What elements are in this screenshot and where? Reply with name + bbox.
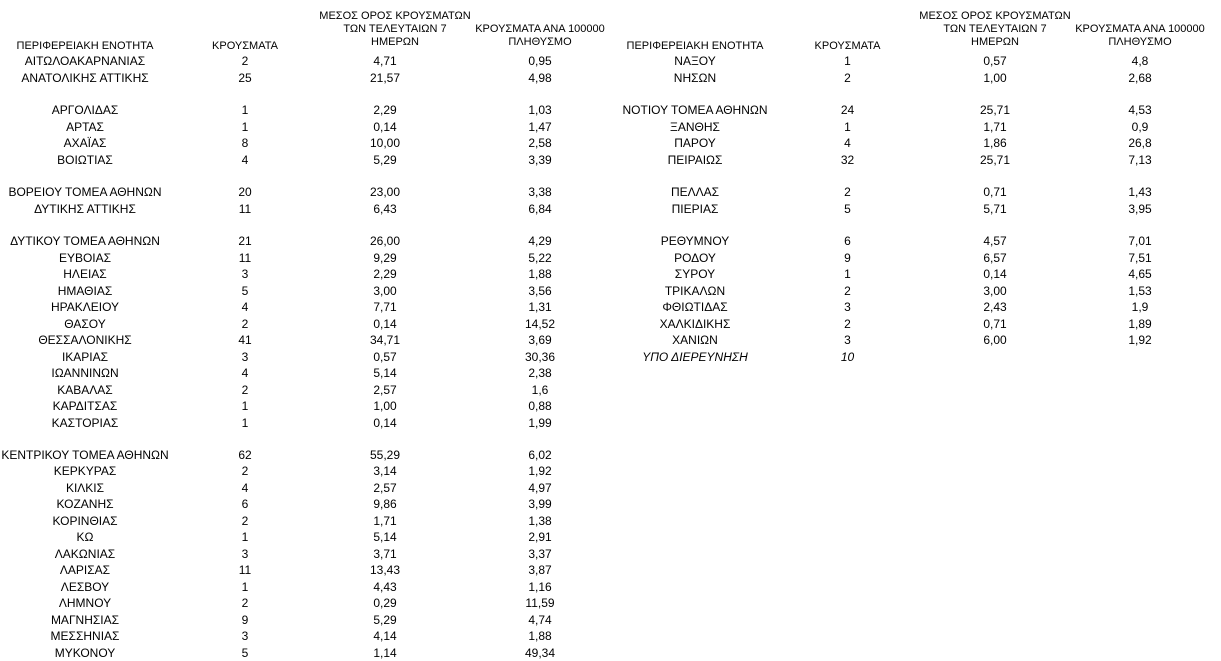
right-cell-avg: 3,00 xyxy=(983,284,1007,298)
right-cell-name: ΝΗΣΩΝ xyxy=(673,71,717,85)
right-cell-avg: 0,71 xyxy=(983,317,1007,331)
right-cell-per100k: 1,43 xyxy=(1128,185,1152,199)
left-cell-name: ΚΑΒΑΛΑΣ xyxy=(57,383,113,397)
right-cell-name: ΡΟΔΟΥ xyxy=(674,251,716,265)
left-cell-per100k: 1,6 xyxy=(531,383,549,397)
right-cell-cases: 4 xyxy=(844,136,851,150)
right-cell-avg: 25,71 xyxy=(979,153,1011,167)
right-header-avg xyxy=(910,10,1080,49)
left-cell-cases: 4 xyxy=(241,300,249,314)
right-cell-avg: 6,57 xyxy=(983,251,1007,265)
right-header-per100k-line2: ΠΛΗΘΥΣΜΟ xyxy=(1108,36,1172,48)
right-cell-name: ΠΑΡΟΥ xyxy=(674,136,716,150)
left-cell-cases: 3 xyxy=(241,350,249,364)
right-cell-per100k: 4,53 xyxy=(1128,103,1152,117)
left-cell-cases: 3 xyxy=(241,267,249,281)
left-header-avg-line3: ΗΜΕΡΩΝ xyxy=(371,36,419,48)
right-cell-avg: 1,00 xyxy=(983,71,1007,85)
right-header-per100k-line1: ΚΡΟΥΣΜΑΤΑ ΑΝΑ 100000 xyxy=(1075,23,1205,35)
right-cell-avg: 25,71 xyxy=(979,103,1011,117)
left-cell-cases: 2 xyxy=(241,514,249,528)
left-cell-cases: 11 xyxy=(238,563,252,577)
right-cell-per100k: 26,8 xyxy=(1128,136,1152,150)
right-cell-name: ΝΑΞΟΥ xyxy=(674,54,716,68)
left-cell-cases: 2 xyxy=(241,383,249,397)
left-cell-avg: 0,14 xyxy=(373,416,397,430)
left-header-avg xyxy=(310,10,480,49)
right-cell-cases: 3 xyxy=(844,300,851,314)
right-header-avg-line2: ΤΩΝ ΤΕΛΕΥΤΑΙΩΝ 7 xyxy=(943,23,1047,35)
left-cell-per100k: 1,92 xyxy=(528,464,552,478)
left-cell-name: ΔΥΤΙΚΗΣ ΑΤΤΙΚΗΣ xyxy=(34,202,136,216)
left-cell-per100k: 4,97 xyxy=(528,481,552,495)
left-cell-avg: 3,00 xyxy=(373,284,397,298)
right-cell-name: ΝΟΤΙΟΥ ΤΟΜΕΑ ΑΘΗΝΩΝ xyxy=(622,103,768,117)
right-cell-avg: 1,71 xyxy=(983,120,1007,134)
left-cell-avg: 0,57 xyxy=(373,350,397,364)
right-cell-cases: 6 xyxy=(844,234,851,248)
left-cell-avg: 5,29 xyxy=(373,613,397,627)
left-header-cases: ΚΡΟΥΣΜΑΤΑ xyxy=(212,40,278,52)
left-cell-name: ΜΕΣΣΗΝΙΑΣ xyxy=(50,629,120,643)
left-cell-cases: 2 xyxy=(241,464,249,478)
left-cell-cases: 3 xyxy=(241,629,249,643)
left-cell-name: ΑΡΓΟΛΙΔΑΣ xyxy=(51,103,119,117)
left-cell-avg: 6,43 xyxy=(373,202,397,216)
left-cell-cases: 2 xyxy=(241,596,249,610)
left-cell-name: ΕΥΒΟΙΑΣ xyxy=(58,251,112,265)
left-cell-avg: 4,71 xyxy=(373,54,397,68)
left-cell-cases: 20 xyxy=(238,185,252,199)
left-cell-cases: 1 xyxy=(241,580,249,594)
left-cell-cases: 8 xyxy=(241,136,249,150)
left-cell-per100k: 3,69 xyxy=(528,333,552,347)
right-header-avg-line1: ΜΕΣΟΣ ΟΡΟΣ ΚΡΟΥΣΜΑΤΩΝ xyxy=(919,10,1071,22)
left-cell-avg: 34,71 xyxy=(369,333,401,347)
left-cell-avg: 9,29 xyxy=(373,251,397,265)
left-cell-per100k: 2,58 xyxy=(528,136,552,150)
left-cell-cases: 1 xyxy=(241,103,249,117)
left-cell-per100k: 11,59 xyxy=(525,596,555,610)
left-cell-per100k: 1,47 xyxy=(528,120,552,134)
left-cell-per100k: 1,03 xyxy=(528,103,552,117)
left-cell-avg: 0,14 xyxy=(373,317,397,331)
left-cell-name: ΗΜΑΘΙΑΣ xyxy=(57,284,113,298)
left-cell-per100k: 14,52 xyxy=(524,317,556,331)
right-cell-name: ΠΙΕΡΙΑΣ xyxy=(671,202,719,216)
left-cell-per100k: 1,31 xyxy=(528,300,552,314)
left-cell-avg: 2,29 xyxy=(373,267,397,281)
right-cell-cases: 5 xyxy=(844,202,851,216)
left-cell-cases: 2 xyxy=(241,317,249,331)
left-cell-per100k: 0,95 xyxy=(528,54,552,68)
left-cell-per100k: 3,99 xyxy=(528,497,552,511)
left-cell-avg: 13,43 xyxy=(369,563,401,577)
right-cell-cases: 2 xyxy=(844,284,851,298)
right-cell-per100k: 4,65 xyxy=(1128,267,1152,281)
left-cell-name: ΔΥΤΙΚΟΥ ΤΟΜΕΑ ΑΘΗΝΩΝ xyxy=(10,234,160,248)
left-header-avg-line1: ΜΕΣΟΣ ΟΡΟΣ ΚΡΟΥΣΜΑΤΩΝ xyxy=(319,10,471,22)
left-cell-name: ΑΙΤΩΛΟΑΚΑΡΝΑΝΙΑΣ xyxy=(24,54,146,68)
right-header-avg-line3: ΗΜΕΡΩΝ xyxy=(971,36,1019,48)
left-cell-avg: 5,29 xyxy=(373,153,397,167)
left-cell-cases: 1 xyxy=(241,120,249,134)
right-cell-per100k: 0,9 xyxy=(1131,120,1149,134)
left-cell-cases: 2 xyxy=(241,54,249,68)
left-cell-avg: 10,00 xyxy=(369,136,401,150)
left-cell-avg: 2,29 xyxy=(373,103,397,117)
left-cell-name: ΙΚΑΡΙΑΣ xyxy=(61,350,109,364)
left-cell-name: ΘΑΣΟΥ xyxy=(64,317,106,331)
right-cell-cases: 1 xyxy=(844,120,851,134)
left-cell-name: ΙΩΑΝΝΙΝΩΝ xyxy=(51,366,119,380)
left-cell-per100k: 4,98 xyxy=(528,71,552,85)
left-cell-name: ΚΩ xyxy=(76,530,94,544)
right-cell-per100k: 7,13 xyxy=(1128,153,1152,167)
left-cell-per100k: 3,87 xyxy=(528,563,552,577)
right-cell-name: ΞΑΝΘΗΣ xyxy=(670,120,720,134)
right-cell-avg: 0,14 xyxy=(983,267,1007,281)
right-cell-avg: 2,43 xyxy=(983,300,1007,314)
left-cell-avg: 0,14 xyxy=(373,120,397,134)
left-header-per100k xyxy=(465,23,615,49)
left-cell-avg: 3,71 xyxy=(373,547,397,561)
left-cell-cases: 3 xyxy=(241,547,249,561)
left-cell-avg: 5,14 xyxy=(373,366,397,380)
left-cell-name: ΒΟΡΕΙΟΥ ΤΟΜΕΑ ΑΘΗΝΩΝ xyxy=(8,185,162,199)
left-cell-name: ΑΧΑΪΑΣ xyxy=(63,136,107,150)
left-header-per100k-line2: ΠΛΗΘΥΣΜΟ xyxy=(508,36,572,48)
right-cell-cases: 32 xyxy=(840,153,855,167)
left-cell-name: ΛΕΣΒΟΥ xyxy=(60,580,110,594)
right-cell-avg: 0,71 xyxy=(983,185,1007,199)
left-cell-avg: 21,57 xyxy=(369,71,401,85)
left-cell-cases: 4 xyxy=(241,481,249,495)
left-cell-cases: 11 xyxy=(238,202,252,216)
left-cell-cases: 62 xyxy=(238,448,252,462)
right-cell-per100k: 1,92 xyxy=(1128,333,1152,347)
left-cell-avg: 5,14 xyxy=(373,530,397,544)
left-cell-name: ΛΗΜΝΟΥ xyxy=(58,596,112,610)
left-cell-name: ΑΡΤΑΣ xyxy=(66,120,104,134)
left-cell-name: ΒΟΙΩΤΙΑΣ xyxy=(57,153,113,167)
left-cell-cases: 1 xyxy=(241,399,249,413)
right-cell-avg: 4,57 xyxy=(983,234,1007,248)
left-cell-avg: 2,57 xyxy=(373,481,397,495)
right-cell-name: ΡΕΘΥΜΝΟΥ xyxy=(660,234,730,248)
right-cell-cases: 2 xyxy=(844,185,851,199)
left-cell-avg: 4,43 xyxy=(373,580,397,594)
left-cell-per100k: 5,22 xyxy=(528,251,552,265)
right-header-cases: ΚΡΟΥΣΜΑΤΑ xyxy=(814,40,881,52)
right-cell-name: ΣΥΡΟΥ xyxy=(674,267,716,281)
right-cell-name: ΦΘΙΩΤΙΔΑΣ xyxy=(662,300,728,314)
left-cell-name: ΗΛΕΙΑΣ xyxy=(63,267,107,281)
left-cell-cases: 21 xyxy=(238,234,252,248)
left-cell-per100k: 4,29 xyxy=(528,234,552,248)
left-cell-cases: 1 xyxy=(241,416,249,430)
left-cell-cases: 4 xyxy=(241,366,249,380)
left-cell-avg: 1,71 xyxy=(373,514,397,528)
right-cell-per100k: 1,89 xyxy=(1128,317,1152,331)
left-cell-avg: 4,14 xyxy=(373,629,397,643)
left-cell-name: ΚΟΖΑΝΗΣ xyxy=(56,497,114,511)
left-cell-per100k: 3,38 xyxy=(528,185,552,199)
left-cell-per100k: 6,02 xyxy=(528,448,552,462)
left-cell-per100k: 3,56 xyxy=(528,284,552,298)
left-cell-avg: 9,86 xyxy=(373,497,397,511)
right-cell-avg: 1,86 xyxy=(983,136,1007,150)
right-cell-name: ΠΕΙΡΑΙΩΣ xyxy=(667,153,723,167)
right-cell-cases: 1 xyxy=(844,54,851,68)
left-cell-per100k: 1,38 xyxy=(528,514,552,528)
left-cell-name: ΜΥΚΟΝΟΥ xyxy=(54,646,116,660)
left-cell-name: ΑΝΑΤΟΛΙΚΗΣ ΑΤΤΙΚΗΣ xyxy=(21,71,149,85)
right-cell-per100k: 3,95 xyxy=(1128,202,1152,216)
left-cell-per100k: 1,88 xyxy=(528,629,552,643)
right-cell-per100k: 1,53 xyxy=(1128,284,1152,298)
left-header-per100k-line1: ΚΡΟΥΣΜΑΤΑ ΑΝΑ 100000 xyxy=(475,23,605,35)
right-cell-per100k: 7,01 xyxy=(1128,234,1152,248)
right-cell-name: ΧΑΛΚΙΔΙΚΗΣ xyxy=(659,317,731,331)
right-cell-per100k: 2,68 xyxy=(1128,71,1152,85)
left-cell-name: ΘΕΣΣΑΛΟΝΙΚΗΣ xyxy=(38,333,132,347)
right-cell-name: ΠΕΛΛΑΣ xyxy=(670,185,720,199)
right-cell-name: ΤΡΙΚΑΛΩΝ xyxy=(664,284,726,298)
left-cell-avg: 0,29 xyxy=(373,596,397,610)
right-cell-cases: 2 xyxy=(844,71,851,85)
right-cell-cases: 2 xyxy=(844,317,851,331)
left-cell-per100k: 2,38 xyxy=(528,366,552,380)
left-cell-cases: 1 xyxy=(241,530,249,544)
left-cell-name: ΛΑΡΙΣΑΣ xyxy=(59,563,111,577)
left-cell-per100k: 49,34 xyxy=(524,646,556,660)
left-cell-cases: 6 xyxy=(241,497,249,511)
right-cell-avg: 6,00 xyxy=(983,333,1007,347)
left-cell-avg: 1,14 xyxy=(373,646,397,660)
left-cell-per100k: 3,39 xyxy=(528,153,552,167)
left-cell-name: ΛΑΚΩΝΙΑΣ xyxy=(54,547,116,561)
left-cell-avg: 7,71 xyxy=(373,300,397,314)
left-cell-name: ΚΕΝΤΡΙΚΟΥ ΤΟΜΕΑ ΑΘΗΝΩΝ xyxy=(1,448,169,462)
left-cell-per100k: 1,88 xyxy=(528,267,552,281)
right-cell-name: ΧΑΝΙΩΝ xyxy=(672,333,718,347)
left-header-region: ΠΕΡΙΦΕΡΕΙΑΚΗ ΕΝΟΤΗΤΑ xyxy=(16,40,154,52)
left-cell-name: ΜΑΓΝΗΣΙΑΣ xyxy=(50,613,120,627)
left-cell-per100k: 1,16 xyxy=(528,580,552,594)
left-cell-cases: 4 xyxy=(241,153,249,167)
left-cell-cases: 5 xyxy=(241,646,249,660)
left-cell-per100k: 30,36 xyxy=(524,350,556,364)
right-cell-cases: 3 xyxy=(844,333,851,347)
left-cell-per100k: 2,91 xyxy=(528,530,552,544)
left-header-avg-line2: ΤΩΝ ΤΕΛΕΥΤΑΙΩΝ 7 xyxy=(343,23,447,35)
left-cell-avg: 26,00 xyxy=(369,234,401,248)
left-cell-cases: 11 xyxy=(238,251,252,265)
right-cell-per100k: 7,51 xyxy=(1128,251,1152,265)
left-cell-name: ΚΑΣΤΟΡΙΑΣ xyxy=(51,416,119,430)
left-cell-cases: 41 xyxy=(238,333,252,347)
left-cell-avg: 55,29 xyxy=(369,448,401,462)
right-cell-cases: 1 xyxy=(844,267,851,281)
left-cell-avg: 3,14 xyxy=(373,464,397,478)
left-cell-avg: 23,00 xyxy=(369,185,401,199)
left-cell-name: ΚΙΛΚΙΣ xyxy=(65,481,105,495)
right-cell-per100k: 4,8 xyxy=(1131,54,1149,68)
right-header-region: ΠΕΡΙΦΕΡΕΙΑΚΗ ΕΝΟΤΗΤΑ xyxy=(626,40,764,52)
left-cell-cases: 25 xyxy=(238,71,252,85)
left-cell-name: ΚΕΡΚΥΡΑΣ xyxy=(53,464,117,478)
right-cell-avg: 0,57 xyxy=(983,54,1007,68)
left-cell-per100k: 4,74 xyxy=(528,613,552,627)
left-cell-name: ΚΟΡΙΝΘΙΑΣ xyxy=(52,514,118,528)
right-cell-cases: 10 xyxy=(840,350,855,364)
left-cell-per100k: 3,37 xyxy=(528,547,552,561)
left-cell-avg: 2,57 xyxy=(373,383,397,397)
left-cell-cases: 9 xyxy=(241,613,249,627)
right-cell-avg: 5,71 xyxy=(983,202,1007,216)
left-cell-avg: 1,00 xyxy=(373,399,397,413)
right-cell-cases: 24 xyxy=(840,103,855,117)
left-cell-name: ΗΡΑΚΛΕΙΟΥ xyxy=(50,300,120,314)
left-cell-per100k: 1,99 xyxy=(528,416,552,430)
right-header-per100k xyxy=(1065,23,1215,49)
right-cell-per100k: 1,9 xyxy=(1131,300,1149,314)
left-cell-per100k: 6,84 xyxy=(528,202,552,216)
right-cell-cases: 9 xyxy=(844,251,851,265)
left-cell-per100k: 0,88 xyxy=(528,399,552,413)
left-cell-name: ΚΑΡΔΙΤΣΑΣ xyxy=(52,399,118,413)
left-cell-cases: 5 xyxy=(241,284,249,298)
right-cell-name: ΥΠΟ ΔΙΕΡΕΥΝΗΣΗ xyxy=(642,350,748,364)
